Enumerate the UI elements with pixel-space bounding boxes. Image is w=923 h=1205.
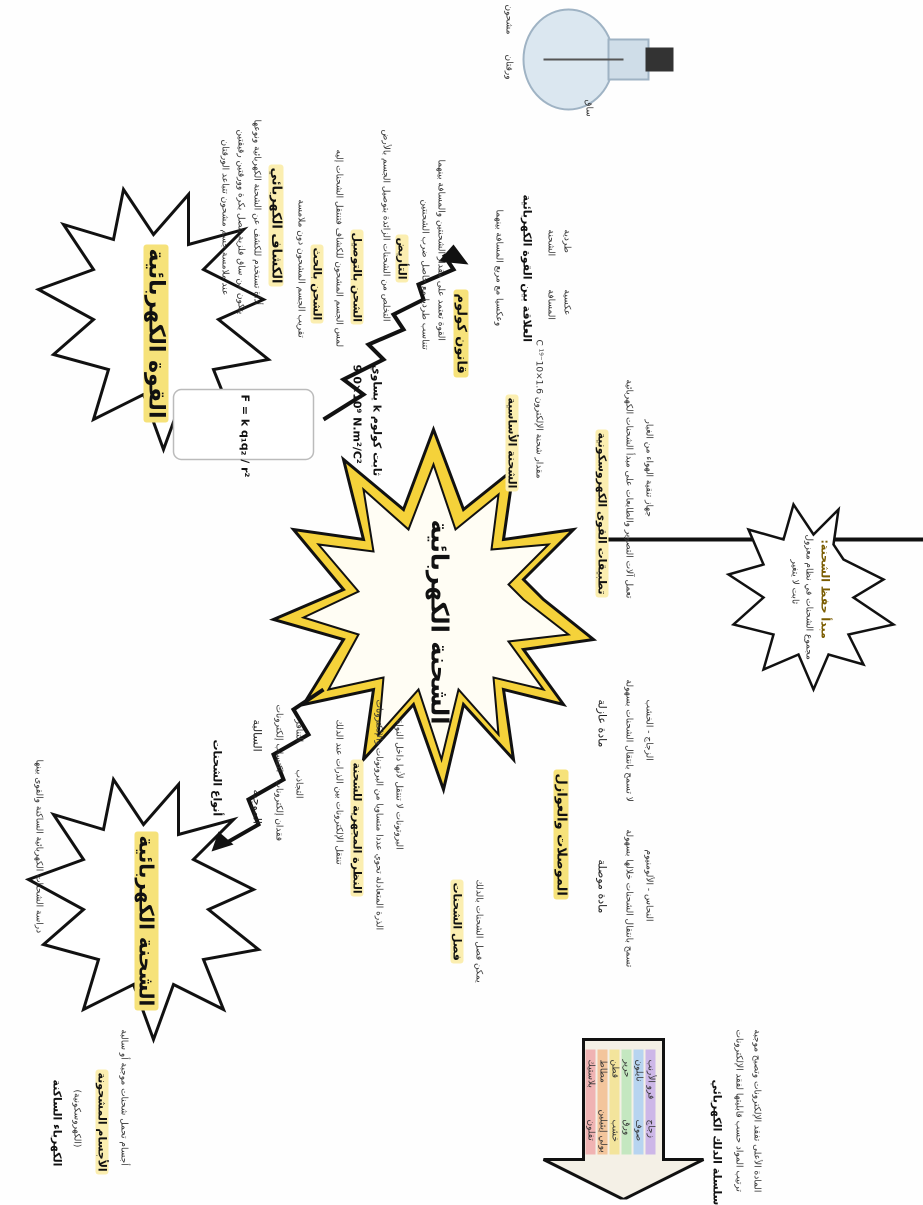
relation-distance-kind: عكسية (562, 290, 572, 316)
induction-heading: الشحن بالحث (311, 245, 324, 324)
microscopic-text-3: البروتونات لا تنتقل لأنها داخل النواة (394, 720, 404, 850)
triboelectric-item: خشب (610, 1120, 620, 1142)
triboelectric-text-1: ترتيب المواد حسب قابليتها لفقد الإلكترونات (734, 1030, 744, 1192)
force-burst-title: القوة الكهربائية (144, 245, 169, 423)
coulomb-constant-value: 9.0×10⁹ N.m²/C² (351, 365, 364, 464)
separation-text: يمكن فصل الشحنات بالدلك (474, 880, 484, 983)
static-sub: (الكهروسكونية) (72, 1090, 82, 1148)
electroscope-line-1: أداة تستخدم للكشف عن الشحنة الكهربائية ونوعها (252, 120, 262, 306)
coulomb-text-3: وعكسيا مع مربع المسافة بينهما (494, 210, 504, 327)
coulomb-formula: F = k q₁q₂ / r² (239, 395, 252, 478)
relation-heading: العلاقة بين القوة الكهربائية (521, 195, 534, 343)
triboelectric-item: صوف (634, 1120, 644, 1142)
positive-charge-note: فقدان إلكترونات (274, 780, 284, 842)
triboelectric-text-2: المادة الأعلى تفقد الإلكترونات وتصبح موجبة (752, 1030, 762, 1193)
conductor-text: تسمح بانتقال الشحنات خلالها بسهولة (624, 830, 634, 968)
conductor-label: مادة موصلة (596, 860, 609, 914)
charge-section-intro: دراسة الشحنات الكهربائية الساكنة والقوى بينها (34, 760, 44, 934)
microscopic-heading: النظرة المجهرية للشحنة (351, 760, 364, 897)
materials-heading: الموصلات والعوازل (554, 770, 569, 900)
positive-charge: الموجبة (251, 790, 264, 824)
separation-heading: فصل الشحنات (451, 880, 464, 964)
electroscope-illustration (524, 10, 674, 110)
insulator-label: مادة عازلة (596, 700, 609, 748)
triboelectric-item: بلاستيك (586, 1060, 596, 1088)
charged-bodies-text: أجسام تحمل شحنات موجبة أو سالبة (119, 1030, 129, 1166)
coulomb-text-1: القوة تعتمد على مقدار الشحنتين والمسافة بينهما (436, 160, 446, 341)
conductor-examples: النحاس - الألومنيوم (644, 850, 654, 922)
triboelectric-item: بولي إيثيلين (598, 1110, 608, 1153)
contact-heading: الشحن بالتوصيل (351, 230, 364, 325)
electroscope-label-rod: ساق (584, 100, 594, 117)
charge-types-heading: أنواع الشحنات (211, 740, 224, 817)
repulsion-label: التنافر (294, 720, 304, 743)
electroscope-heading: الكشاف الكهربائي (269, 165, 284, 287)
electroscope-line-3: عند ملامسة جسم مشحون تتباعد الورقتان (220, 140, 230, 296)
coulomb-text-2: تتناسب طرديا مع حاصل ضرب الشحنتين (420, 200, 430, 350)
triboelectric-item: فرو الأرنب (646, 1060, 656, 1100)
mind-map-graphics (1, 0, 923, 1200)
induction-text: تقريب الجسم المشحون دون ملامسة (296, 200, 306, 338)
contact-text: لمس الجسم المشحون للكشاف فتنتقل الشحنات إليه (334, 150, 344, 348)
negative-charge-note: اكتساب إلكترونات (274, 705, 284, 773)
mind-map-sheet (1, 0, 923, 1200)
center-title: الشحنة الكهربائية (426, 520, 454, 725)
triboelectric-item: ورق (622, 1120, 632, 1136)
applications-text-2: جهاز تنقية الهواء من الغبار (644, 420, 654, 517)
relation-charge-kind: طردية (562, 230, 572, 253)
coulomb-constant-label: ثابت كولوم k يساوي (371, 365, 384, 477)
triboelectric-item: تفلون (586, 1120, 596, 1141)
elementary-charge-heading: الشحنة الأساسية (506, 395, 519, 492)
elementary-charge-text: مقدار شحنة الإلكترون 1.6×10⁻¹⁹ C (534, 340, 544, 479)
static-heading: الكهرباء الساكنة (51, 1080, 64, 1167)
relation-charge: الشحنة (546, 230, 556, 257)
triboelectric-item: حرير (622, 1060, 632, 1078)
triboelectric-item: قطن (610, 1060, 620, 1079)
grounding-heading: التأريض (396, 235, 409, 283)
microscopic-text-2: الذرة المتعادلة تحوي عددا متساويا من البروتونات والإلكترونات (374, 700, 384, 931)
triboelectric-item: زجاج (646, 1120, 656, 1138)
charge-burst-title: الشحنة الكهربائية (135, 832, 159, 1011)
triboelectric-item: مطاط (598, 1060, 608, 1083)
negative-charge: السالبة (251, 720, 264, 752)
coulomb-heading: قانون كولوم (454, 290, 469, 378)
electroscope-label-leaves: ورقتان (504, 55, 514, 80)
microscopic-text-1: تنتقل الإلكترونات بين الذرات عند الدلك (334, 720, 344, 865)
applications-heading: تطبيقات القوى الكهروسكونية (596, 430, 609, 598)
insulator-examples: الزجاج - الخشب (644, 700, 654, 761)
attraction-label: التجاذب (294, 770, 304, 799)
conservation-heading: مبدأ حفظ الشحنة: (819, 540, 832, 639)
triboelectric-item: نايلون (634, 1060, 644, 1082)
conservation-line-2: ثابت لا يتغير (790, 560, 800, 605)
insulator-text: لا تسمح بانتقال الشحنات بسهولة (624, 680, 634, 802)
triboelectric-heading: سلسلة الدلك الكهربائي (711, 1080, 724, 1205)
conservation-line-1: مجموع الشحنات في نظام معزول (804, 535, 814, 660)
relation-distance: المسافة (546, 290, 556, 320)
applications-text-1: تعمل آلات التصوير والطابعات على مبدأ الشحنات الكهربائية (624, 380, 634, 599)
charged-bodies-heading: الأجسام المشحونة (96, 1070, 109, 1175)
electroscope-line-2: يتكون من ساق فلزية تتصل بكرة وورقتين رقيقتين (236, 130, 246, 315)
electroscope-label-charged: مشحون (504, 5, 514, 35)
grounding-text: التخلص من الشحنات الزائدة بتوصيل الجسم بالأرض (381, 130, 391, 322)
